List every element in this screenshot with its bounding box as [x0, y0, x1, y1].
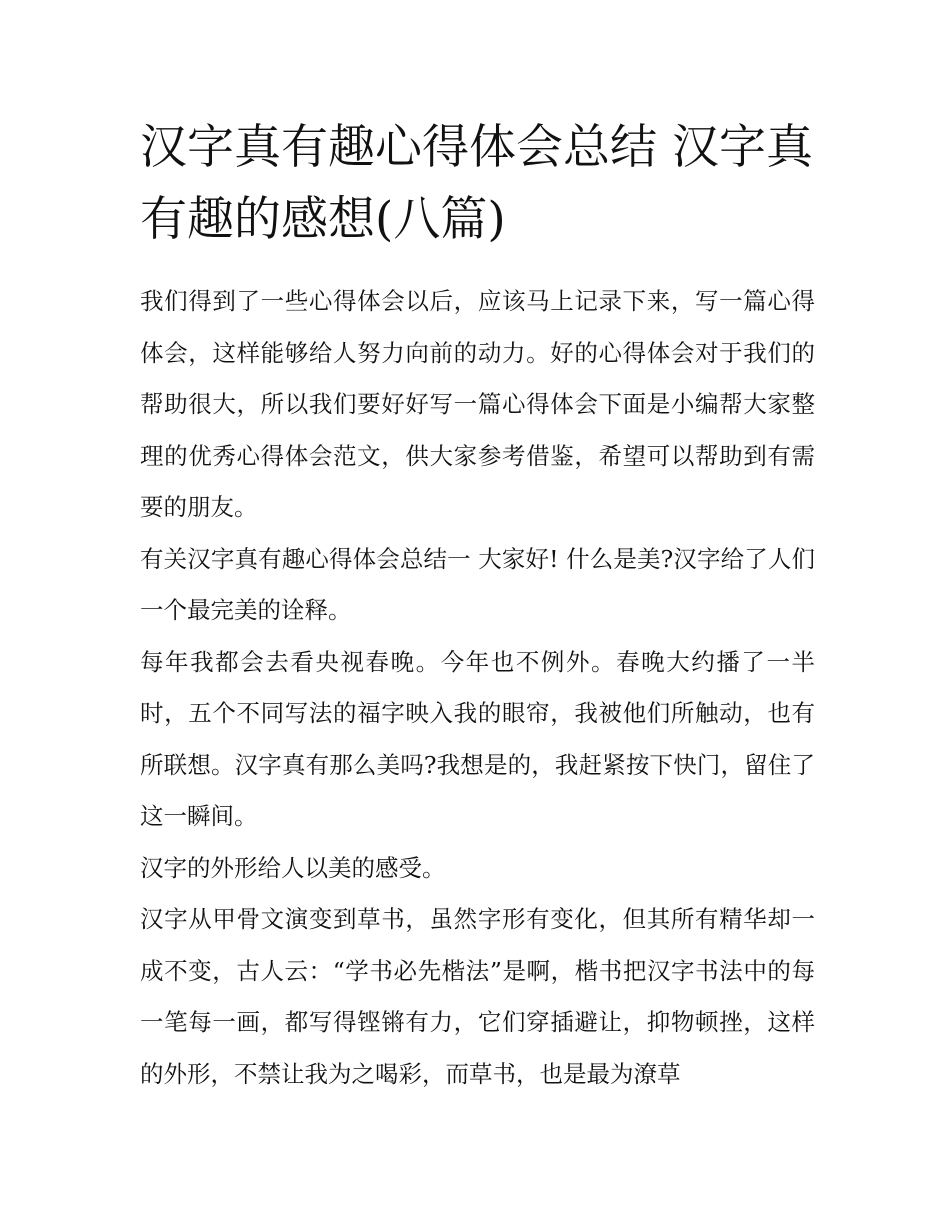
document-body — [140, 276, 815, 1100]
paragraph-section-one: 有关汉字真有趣心得体会总结一 大家好! 什么是美?汉字给了人们一个最完美的诠释。 — [140, 544, 815, 624]
paragraph-calligraphy: 汉字从甲骨文演变到草书，虽然字形有变化，但其所有精华却一成不变，古人云：“学书必先楷法”是啊，楷书把汉字书法中的每一笔每一画，都写得铿锵有力，它们穿插避让，抑物顿挫，这样的外形，不禁让我为之喝彩，而草书，也是最为潦草 — [140, 905, 815, 1088]
paragraph-shape-beauty: 汉字的外形给人以美的感受。 — [140, 853, 446, 882]
paragraph-spring-gala: 每年我都会去看央视春晚。今年也不例外。春晚大约播了一半时，五个不同写法的福字映入我的眼帘，我被他们所触动，也有所联想。汉字真有那么美吗?我想是的，我赶紧按下快门，留住了这一瞬间。 — [140, 647, 815, 830]
document-title: 汉字真有趣心得体会总结 汉字真有趣的感想(八篇) — [140, 120, 813, 247]
paragraph-intro: 我们得到了一些心得体会以后，应该马上记录下来，写一篇心得体会，这样能够给人努力向前的动力。好的心得体会对于我们的帮助很大，所以我们要好好写一篇心得体会下面是小编帮大家整理的优秀心得体会范文，供大家参考借鉴，希望可以帮助到有需要的朋友。 — [140, 287, 815, 521]
